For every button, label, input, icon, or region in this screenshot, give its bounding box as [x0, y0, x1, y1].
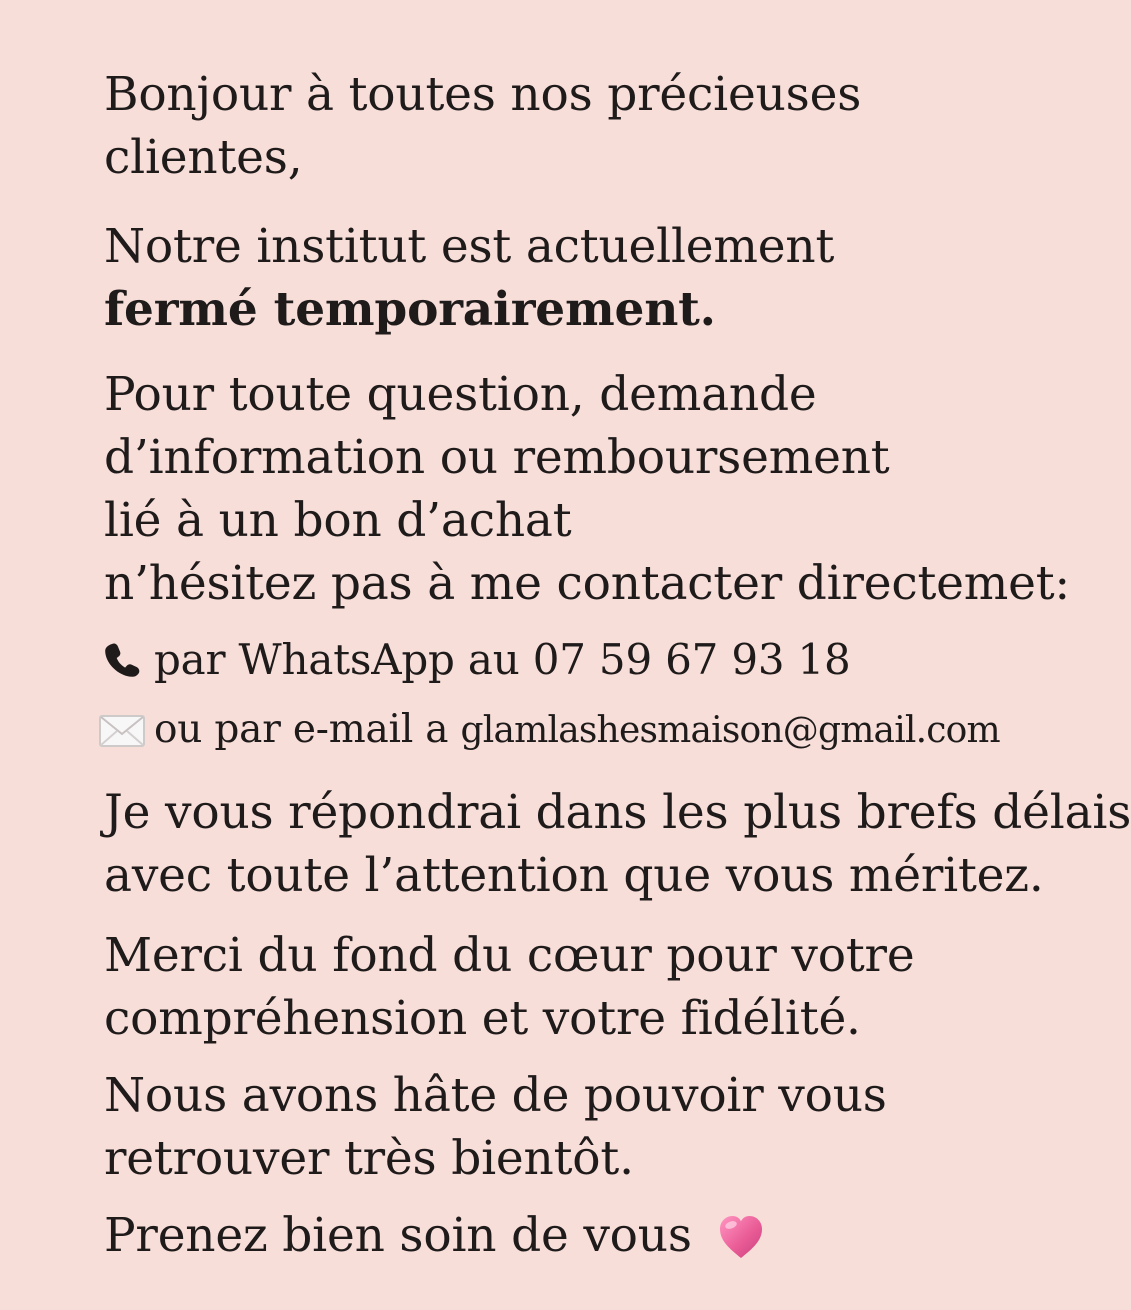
email-address: glamlashesmaison@gmail.com: [460, 710, 1000, 751]
email-contact-text: [154, 697, 1000, 764]
email-contact-row: [104, 697, 1000, 764]
heart-icon: [715, 1213, 767, 1277]
reply-line-2: avec toute l’attention que vous méritez.: [104, 848, 1044, 903]
contact-intro-line-1: Pour toute question, demande: [104, 367, 817, 422]
hope-line-2: retrouver très bientôt.: [104, 1131, 634, 1186]
whatsapp-contact-text: par WhatsApp au 07 59 67 93 18: [154, 635, 851, 684]
closing-line: [104, 1204, 990, 1277]
closure-line-2: fermé temporairement.: [104, 282, 716, 337]
greeting-line-1: Bonjour à toutes nos précieuses: [104, 67, 862, 122]
contact-intro-line-4: n’hésitez pas à me contacter directemet:: [104, 556, 1071, 611]
closure-line-1: Notre institut est actuellement: [104, 219, 835, 274]
thanks-line-1: Merci du fond du cœur pour votre: [104, 928, 915, 983]
hope-line-1: Nous avons hâte de pouvoir vous: [104, 1068, 887, 1123]
email-prefix: ou par e-mail a: [154, 707, 461, 752]
reply-line-1: Je vous répondrai dans les plus brefs délais: [104, 785, 1131, 840]
contact-intro-line-2: d’information ou remboursement: [104, 430, 890, 485]
whatsapp-contact-row: [104, 627, 990, 693]
envelope-icon: [98, 713, 146, 749]
greeting-line-2: clientes,: [104, 130, 303, 185]
contact-intro-line-3: lié à un bon d’achat: [104, 493, 572, 548]
thanks-line-2: compréhension et votre fidélité.: [104, 991, 861, 1046]
closing-text: Prenez bien soin de vous: [104, 1208, 692, 1263]
telephone-icon: [98, 638, 146, 682]
